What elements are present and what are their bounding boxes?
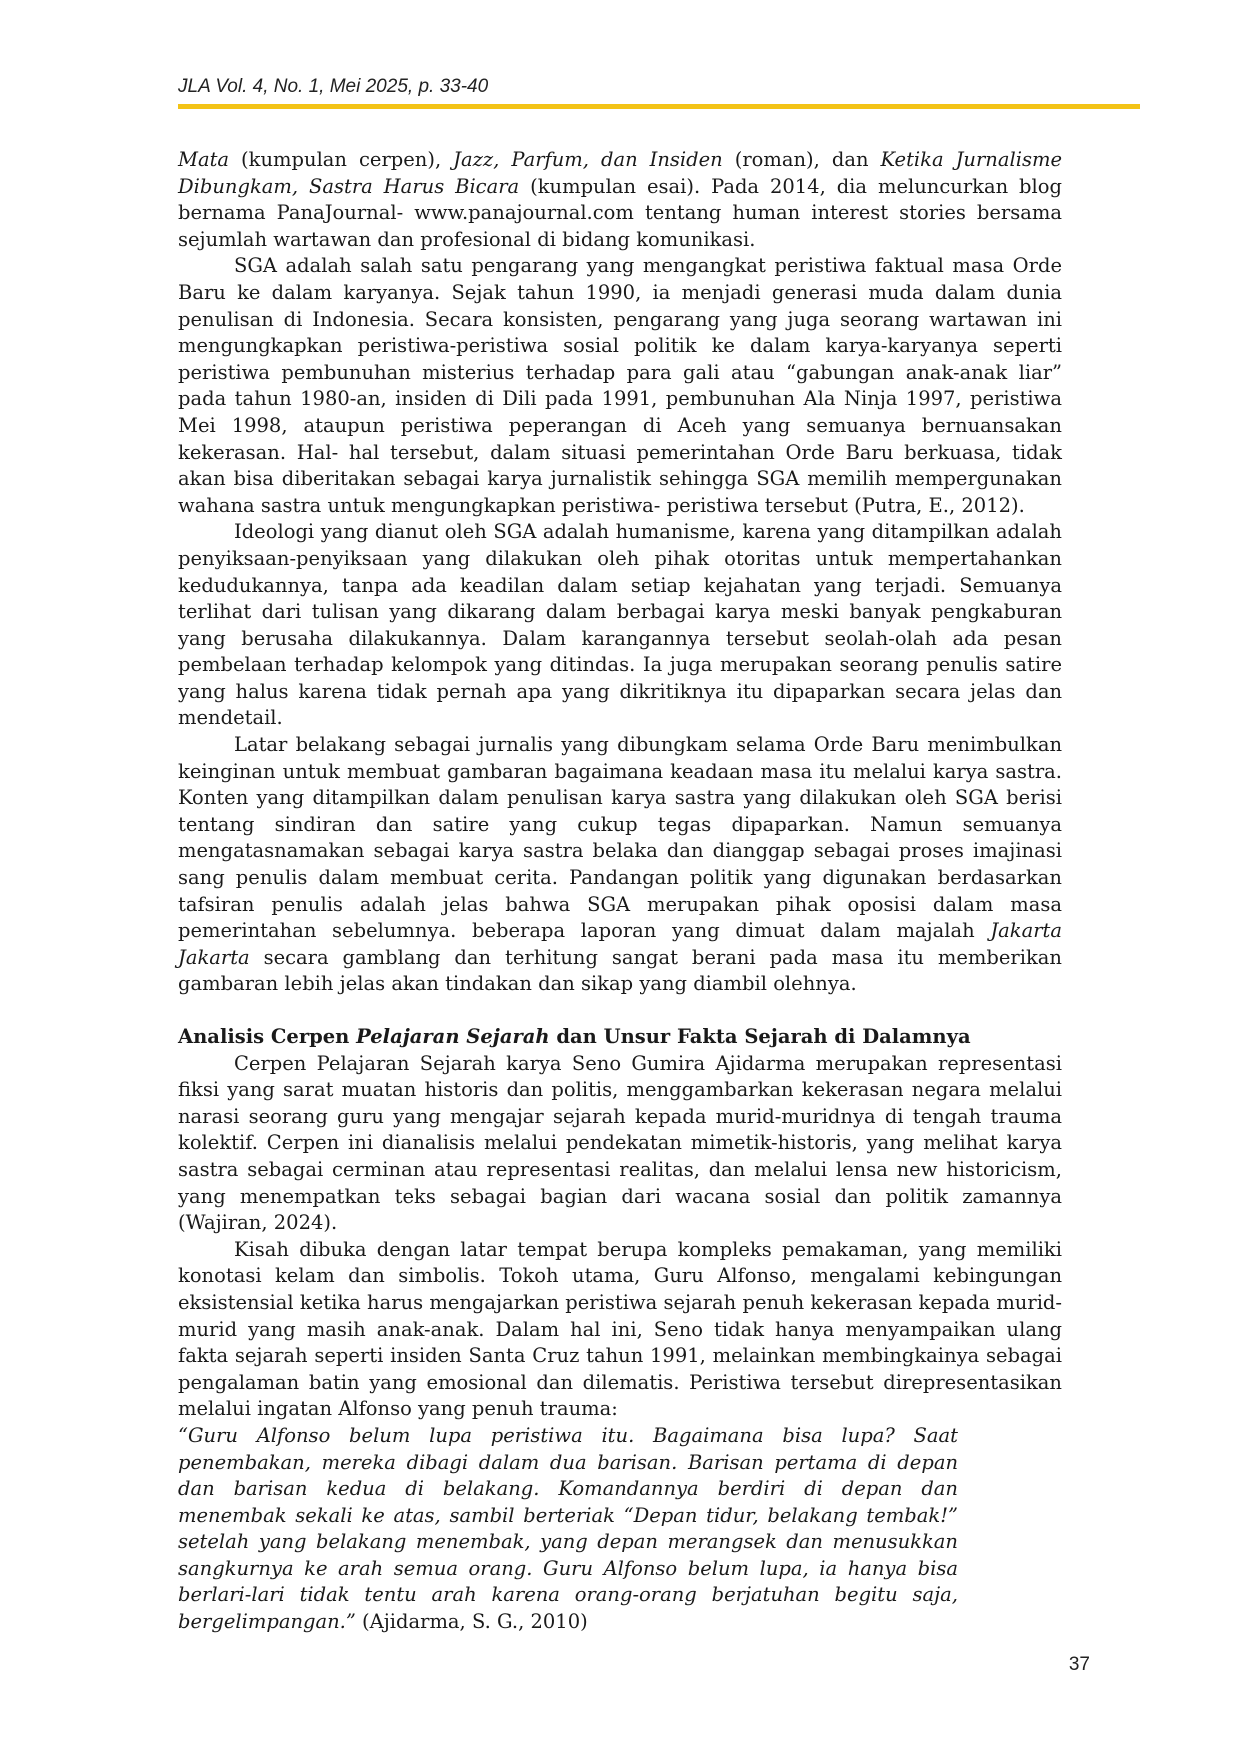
page-number: 37 xyxy=(1068,1654,1090,1675)
running-header: JLA Vol. 4, No. 1, Mei 2025, p. 33-40 xyxy=(178,76,489,97)
paragraph-2: SGA adalah salah satu pengarang yang mengangkat peristiwa faktual masa Orde Baru ke dalam karyanya. Sejak tahun 1990, ia menjadi generasi muda dalam dunia penulisan di Indonesia. Secara konsisten, pengarang yang juga seorang wartawan ini mengungkapkan peristiwa-peristiwa sosial politik ke dalam karya-karyanya seperti peristiwa pembunuhan misterius terhadap para gali atau “gabungan anak-anak liar” pada tahun 1980-an, insiden di Dili pada 1991, pembunuhan Ala Ninja 1997, peristiwa Mei 1998, ataupun peristiwa peperangan di Aceh yang semuanya bernuansakan kekerasan. Hal- hal tersebut, dalam situasi pemerintahan Orde Baru berkuasa, tidak akan bisa diberitakan sebagai karya jurnalistik sehingga SGA memilih mempergunakan wahana sastra untuk mengungkapkan peristiwa- peristiwa tersebut (Putra, E., 2012). xyxy=(178,254,1062,517)
section-heading xyxy=(178,1024,1062,1051)
paragraph-1-text-a: (kumpulan cerpen), xyxy=(229,148,454,171)
book-title-ketika: Ketika Jurnalisme Dibungkam, Sastra Harus Bicara xyxy=(178,148,1062,198)
section-heading-text-a: Analisis Cerpen xyxy=(178,1025,357,1048)
paragraph-4-text-a: Latar belakang sebagai jurnalis yang dibungkam selama Orde Baru menimbulkan keinginan untuk membuat gambaran bagaimana keadaan masa itu melalui karya sastra. Konten yang ditampilkan dalam penulisan karya sastra yang dilakukan oleh SGA berisi tentang sindiran dan satire yang cukup tegas dipaparkan. Namun semuanya mengatasnamakan sebagai karya sastra belaka dan dianggap sebagai proses imajinasi sang penulis dalam membuat cerita. Pandangan politik yang digunakan berdasarkan tafsiran penulis adalah jelas bahwa SGA merupakan pihak oposisi dalam masa pemerintahan sebelumnya. beberapa laporan yang dimuat dalam majalah xyxy=(178,733,1062,943)
paragraph-4-text-b: secara gamblang dan terhitung sangat berani pada masa itu memberikan gambaran lebih jelas akan tindakan dan sikap yang diambil olehnya. xyxy=(178,945,1062,996)
paragraph-1-text-b: (roman), dan xyxy=(722,148,881,171)
paragraph-4 xyxy=(178,732,1062,998)
block-quote-text: “Guru Alfonso belum lupa peristiwa itu. Bagaimana bisa lupa? Saat penembakan, mereka dibagi dalam dua barisan. Barisan pertama di depan dan barisan kedua di belakang. Komandannya berdiri di depan dan menembak sekali ke atas, sambil berteriak “Depan tidur, belakang tembak!” setelah yang belakang menembak, yang depan merangsek dan menusukkan sangkurnya ke arah semua orang. Guru Alfonso belum lupa, ia hanya bisa berlari-lari tidak tentu arah karena orang-orang berjatuhan begitu saja, bergelimpangan.” xyxy=(178,1423,958,1634)
paragraph-1-text-c: (kumpulan esai). Pada 2014, dia meluncurkan blog bernama PanaJournal- www.panajournal.com tentang human interest stories bersama sejumlah wartawan dan profesional di bidang komunikasi. xyxy=(178,174,1062,251)
paragraph-6: Kisah dibuka dengan latar tempat berupa kompleks pemakaman, yang memiliki konotasi kelam dan simbolis. Tokoh utama, Guru Alfonso, mengalami kebingungan eksistensial ketika harus mengajarkan peristiwa sejarah penuh kekerasan kepada murid-murid yang masih anak-anak. Dalam hal ini, Seno tidak hanya menyampaikan ulang fakta sejarah seperti insiden Santa Cruz tahun 1991, melainkan membingkainya sebagai pengalaman batin yang emosional dan dilematis. Peristiwa tersebut direpresentasikan melalui ingatan Alfonso yang penuh trauma: xyxy=(178,1237,1062,1421)
block-quote-citation: (Ajidarma, S. G., 2010) xyxy=(355,1610,588,1634)
header-rule xyxy=(178,104,1140,109)
book-title-mata: Mata xyxy=(178,148,230,171)
magazine-title: Jakarta Jakarta xyxy=(178,919,1062,969)
article-body xyxy=(178,147,1062,1636)
paragraph-3: Ideologi yang dianut oleh SGA adalah humanisme, karena yang ditampilkan adalah penyiksaan-penyiksaan yang dilakukan oleh pihak otoritas untuk mempertahankan kedudukannya, tanpa ada keadilan dalam setiap kejahatan yang terjadi. Semuanya terlihat dari tulisan yang dikarang dalam berbagai karya meski banyak pengkaburan yang berusaha dilakukannya. Dalam karangannya tersebut seolah-olah ada pesan pembelaan terhadap kelompok yang ditindas. Ia juga merupakan seorang penulis satire yang halus karena tidak pernah apa yang dikritiknya itu dipaparkan secara jelas dan mendetail. xyxy=(178,520,1062,730)
paragraph-1 xyxy=(178,147,1062,253)
block-quote xyxy=(178,1423,958,1636)
section-heading-story-title: Pelajaran Sejarah xyxy=(356,1025,550,1048)
section-heading-text-b: dan Unsur Fakta Sejarah di Dalamnya xyxy=(549,1025,971,1048)
book-title-jazz: Jazz, Parfum, dan Insiden xyxy=(453,148,723,171)
paragraph-5: Cerpen Pelajaran Sejarah karya Seno Gumira Ajidarma merupakan representasi fiksi yang sarat muatan historis dan politis, menggambarkan kekerasan negara melalui narasi seorang guru yang mengajar sejarah kepada murid-muridnya di tengah trauma kolektif. Cerpen ini dianalisis melalui pendekatan mimetik-historis, yang melihat karya sastra sebagai cerminan atau representasi realitas, dan melalui lensa new historicism, yang menempatkan teks sebagai bagian dari wacana sosial dan politik zamannya (Wajiran, 2024). xyxy=(178,1051,1062,1235)
